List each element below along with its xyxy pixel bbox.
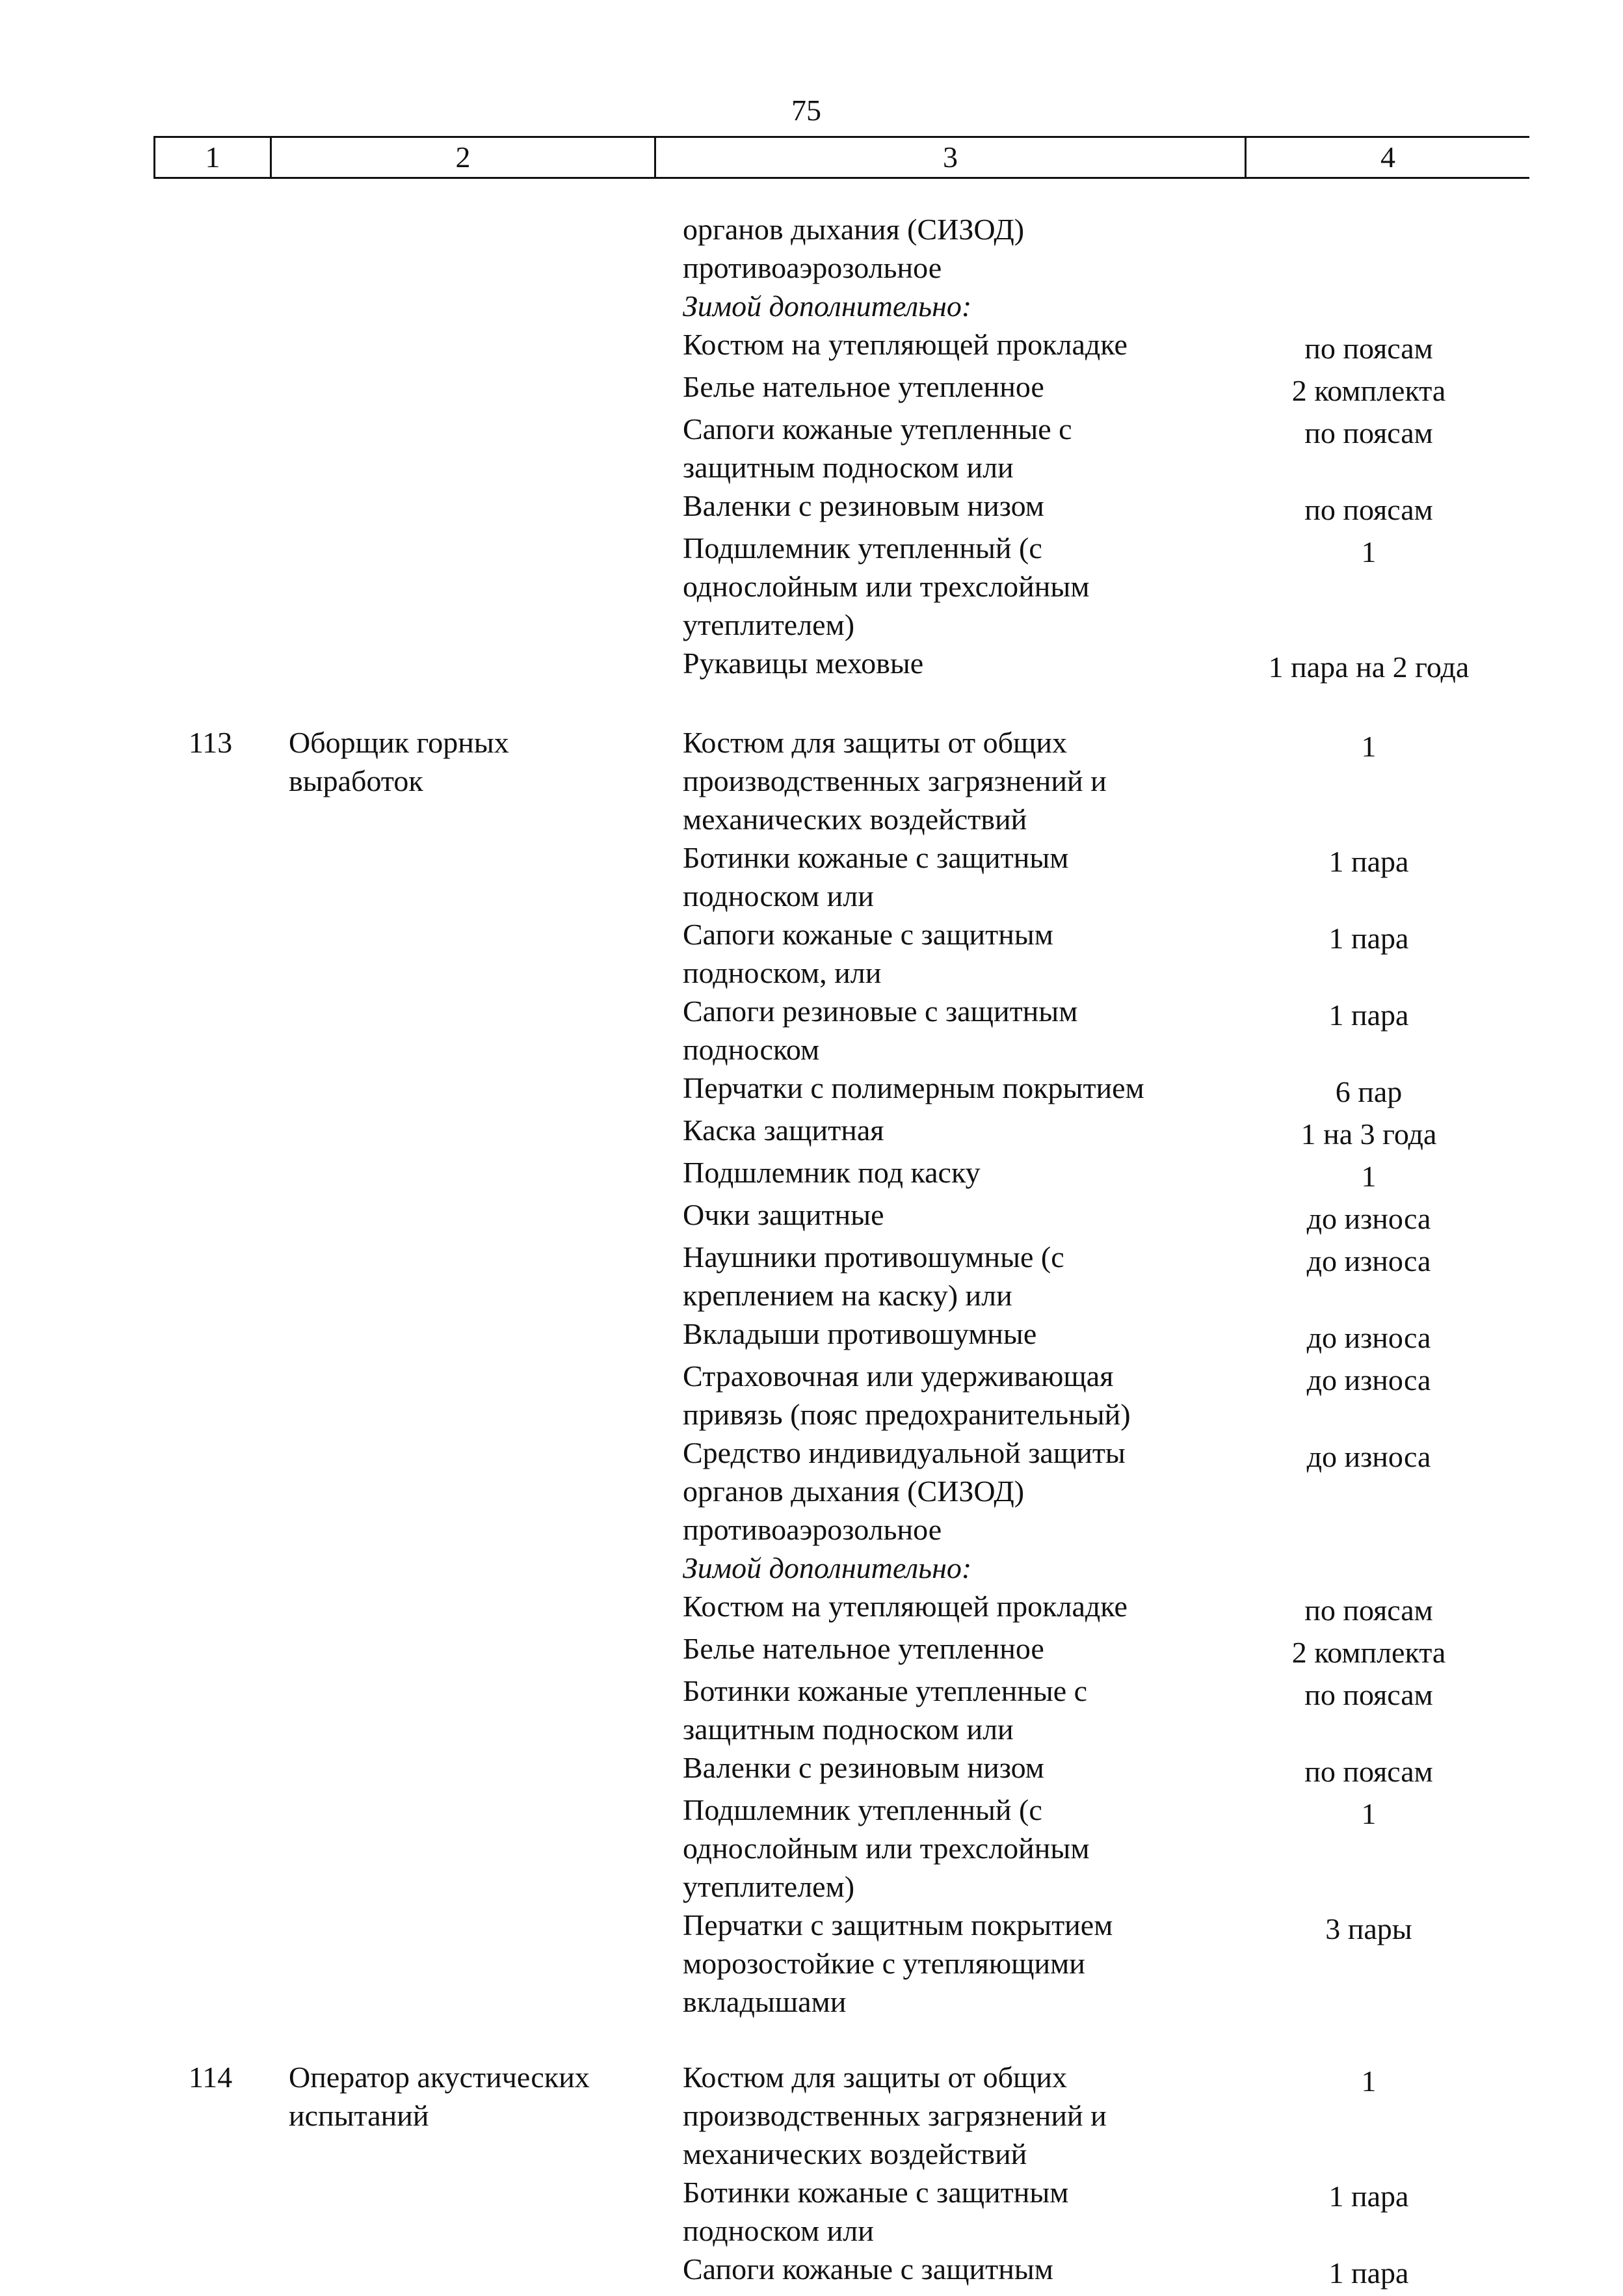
issue-norm: до износа <box>1306 1202 1431 1235</box>
equipment-name: Перчатки с защитным покрытием морозостойкие с утепляющими вкладышами <box>683 1908 1113 2018</box>
table-row <box>0 367 1623 410</box>
issue-norm: по поясам <box>1304 493 1433 526</box>
equipment-name: органов дыхания (СИЗОД) противоаэрозольное <box>683 213 1025 284</box>
table-row <box>0 410 1623 487</box>
issue-norm: 2 комплекта <box>1291 374 1446 407</box>
equipment-name: Костюм на утепляющей прокладке <box>683 328 1128 361</box>
issue-norm: по поясам <box>1304 1678 1433 1711</box>
issue-norm: 6 пар <box>1335 1075 1403 1108</box>
table-row <box>0 1238 1623 1315</box>
table-row <box>0 644 1623 686</box>
section-spacer <box>0 2021 1623 2058</box>
equipment-name: Страховочная или удерживающая привязь (пояс предохранительный) <box>683 1359 1131 1431</box>
equipment-name: Ботинки кожаные с защитным подноском или <box>683 841 1069 913</box>
issue-norm: по поясам <box>1304 1594 1433 1627</box>
issue-norm: по поясам <box>1304 416 1433 449</box>
table-row <box>0 1906 1623 2021</box>
table-row <box>0 210 1623 287</box>
table-row <box>0 325 1623 367</box>
issue-norm: 1 пара <box>1328 922 1409 955</box>
equipment-name: Костюм для защиты от общих производственных загрязнений и механических воздействий <box>683 726 1107 836</box>
equipment-name: Костюм на утепляющей прокладке <box>683 1590 1128 1623</box>
column-header-4: 4 <box>1380 140 1395 174</box>
table-row <box>0 2250 1623 2292</box>
profession-name: Оборщик горных выработок <box>289 726 509 797</box>
issue-norm: 1 пара <box>1328 845 1409 878</box>
equipment-name: Валенки с резиновым низом <box>683 1751 1044 1784</box>
issue-norm: 1 <box>1361 1160 1377 1193</box>
equipment-name: Наушники противошумные (с креплением на каску) или <box>683 1240 1064 1312</box>
table-row <box>0 1111 1623 1153</box>
issue-norm: 1 <box>1361 1797 1377 1830</box>
issue-norm: 1 пара <box>1328 2256 1409 2289</box>
table-row <box>0 1549 1623 1587</box>
issue-norm: по поясам <box>1304 332 1433 365</box>
issue-norm: 3 пары <box>1325 1912 1412 1945</box>
subsection-label: Зимой дополнительно: <box>683 1551 972 1584</box>
table-row <box>0 838 1623 915</box>
equipment-name: Ботинки кожаные утепленные с защитным подноском или <box>683 1674 1088 1746</box>
equipment-name: Ботинки кожаные с защитным подноском или <box>683 2176 1069 2247</box>
equipment-name: Сапоги кожаные утепленные с защитным подноском или <box>683 412 1072 484</box>
issue-norm: 1 <box>1361 730 1377 763</box>
equipment-name: Белье нательное утепленное <box>683 1632 1044 1665</box>
table-row <box>0 1587 1623 1629</box>
issue-norm: 2 комплекта <box>1291 1636 1446 1669</box>
table-section <box>0 723 1623 2021</box>
table-row <box>0 1791 1623 1906</box>
issue-norm <box>1203 287 1535 325</box>
equipment-name: Каска защитная <box>683 1114 884 1147</box>
column-header-2: 2 <box>455 140 471 174</box>
column-header-1: 1 <box>205 140 220 174</box>
equipment-name: Белье нательное утепленное <box>683 370 1044 403</box>
equipment-name: Вкладыши противошумные <box>683 1317 1037 1350</box>
issue-norm: 1 пара <box>1328 998 1409 1032</box>
equipment-name: Перчатки с полимерным покрытием <box>683 1071 1144 1104</box>
table-section <box>0 2058 1623 2292</box>
issue-norm <box>1203 1549 1535 1587</box>
table-row <box>0 1069 1623 1111</box>
column-header-row <box>153 136 1529 179</box>
equipment-name: Костюм для защиты от общих производственных загрязнений и механических воздействий <box>683 2061 1107 2170</box>
equipment-name: Сапоги кожаные с защитным <box>683 2252 1053 2286</box>
issue-norm: до износа <box>1306 1244 1431 1277</box>
issue-norm: 1 на 3 года <box>1300 1117 1437 1151</box>
equipment-name: Подшлемник под каску <box>683 1156 981 1189</box>
equipment-name: Средство индивидуальной защиты органов дыхания (СИЗОД) противоаэрозольное <box>683 1436 1126 1546</box>
table-row <box>0 1153 1623 1195</box>
table-row <box>0 1434 1623 1549</box>
column-header-3: 3 <box>943 140 958 174</box>
equipment-name: Сапоги кожаные с защитным подноском, или <box>683 918 1053 989</box>
equipment-name: Рукавицы меховые <box>683 647 924 680</box>
issue-norm: 1 пара на 2 года <box>1268 650 1470 684</box>
equipment-name: Сапоги резиновые с защитным подноском <box>683 994 1078 1066</box>
section-number: 114 <box>189 2061 233 2094</box>
issue-norm: до износа <box>1306 1363 1431 1396</box>
issue-norm: до износа <box>1306 1440 1431 1473</box>
profession-name: Оператор акустических испытаний <box>289 2061 590 2132</box>
issue-norm: 1 <box>1361 535 1377 568</box>
table-row <box>0 1672 1623 1748</box>
table-row <box>0 1357 1623 1434</box>
issue-norm: 1 пара <box>1328 2180 1409 2213</box>
equipment-name: Подшлемник утепленный (с однослойным или трехслойным утеплителем) <box>683 531 1090 641</box>
table-row <box>0 915 1623 992</box>
table-row <box>0 1195 1623 1238</box>
table-section <box>0 210 1623 686</box>
equipment-name: Валенки с резиновым низом <box>683 489 1044 522</box>
issue-norm: 1 <box>1361 2064 1377 2098</box>
table-row <box>0 2173 1623 2250</box>
issue-norm <box>1203 210 1535 287</box>
table-row <box>0 487 1623 529</box>
table-row <box>0 992 1623 1069</box>
protective-equipment-table <box>0 210 1623 2292</box>
issue-norm: по поясам <box>1304 1755 1433 1788</box>
table-row <box>0 1315 1623 1357</box>
table-row <box>0 1629 1623 1672</box>
section-number: 113 <box>189 726 233 759</box>
issue-norm: до износа <box>1306 1321 1431 1354</box>
table-row <box>0 529 1623 644</box>
equipment-name: Очки защитные <box>683 1198 884 1231</box>
equipment-name: Подшлемник утепленный (с однослойным или трехслойным утеплителем) <box>683 1793 1090 1903</box>
table-row <box>0 287 1623 325</box>
table-row <box>0 1748 1623 1791</box>
page-number: 75 <box>791 94 821 127</box>
section-spacer <box>0 686 1623 723</box>
subsection-label: Зимой дополнительно: <box>683 289 972 323</box>
